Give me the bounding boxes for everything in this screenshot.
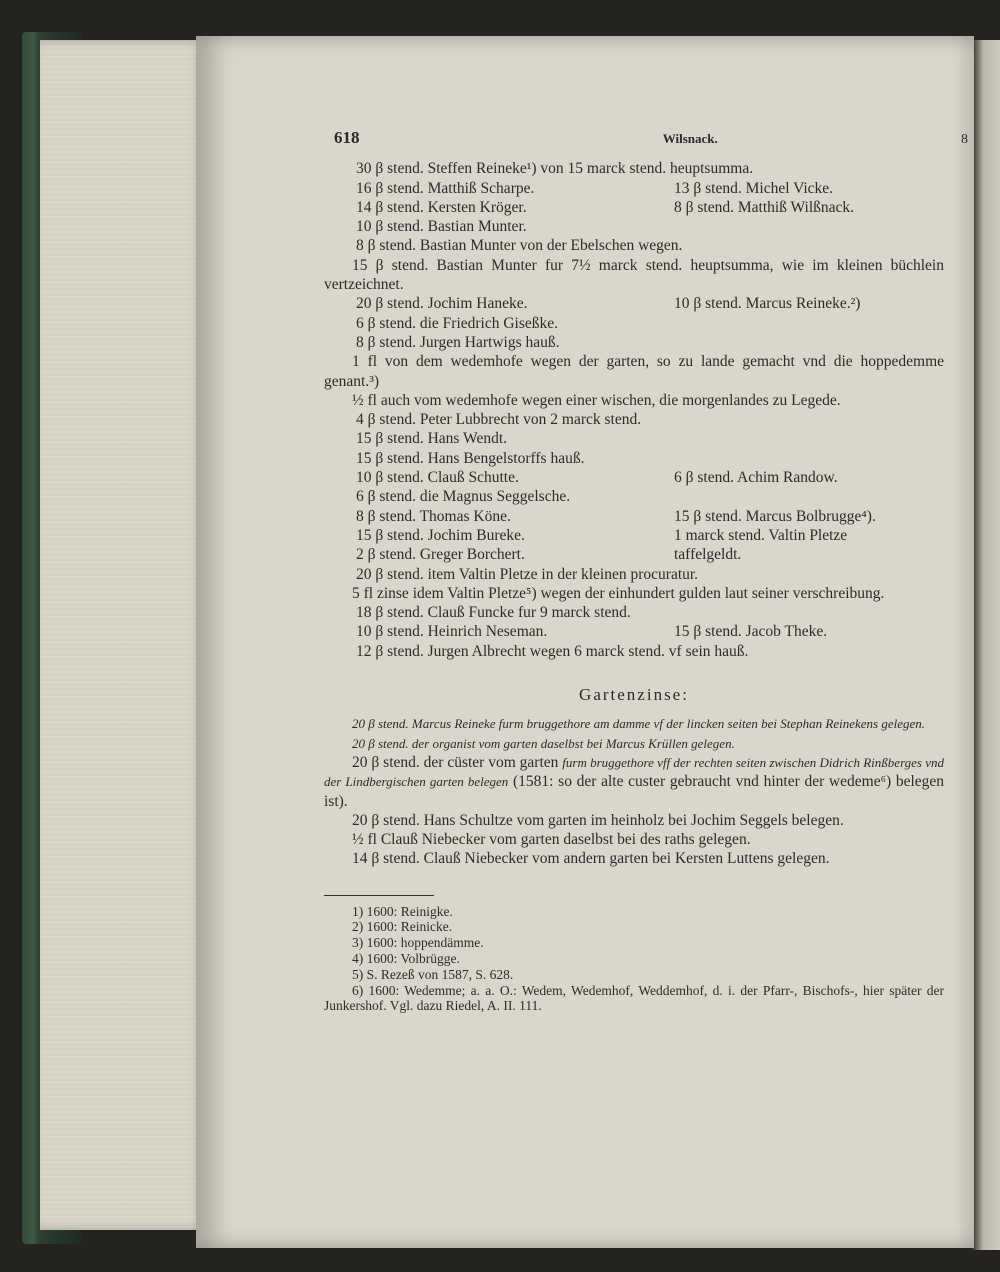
running-title: Wilsnack. [662,131,718,146]
italic-paragraph: 20 β stend. Marcus Reineke furm bruggethore am damme vf der lincken seiten bei Stephan Reinekens gelegen. [352,716,926,732]
book-page [196,36,974,1248]
paragraph: 14 β stend. Clauß Niebecker vom andern garten bei Kersten Luttens gelegen. [352,850,830,868]
entry-line: 20 β stend. item Valtin Pletze in der kleinen procuratur. [356,565,699,583]
footnote: 2) 1600: Reinicke. [352,919,453,935]
entry-line: 6 β stend. die Friedrich Giseßke. [356,314,559,332]
entry-line: 20 β stend. Jochim Haneke. 10 β stend. Marcus Reineke.²) [356,295,861,313]
entry-line: 14 β stend. Kersten Kröger. 8 β stend. Matthiß Wilßnack. [356,198,855,216]
entry-line: 8 β stend. Thomas Köne. 15 β stend. Marcus Bolbrugge⁴). [356,507,876,525]
entry-line: 6 β stend. die Magnus Seggelsche. [356,488,571,506]
paragraph: 5 fl zinse idem Valtin Pletze⁵) wegen der einhundert gulden laut seiner verschreibung. [352,584,885,602]
italic-paragraph: 20 β stend. der organist vom garten daselbst bei Marcus Krüllen gelegen. [352,735,735,751]
footnote-divider [324,895,434,896]
entry-line: 30 β stend. Steffen Reineke¹) von 15 marck stend. heuptsumma. [356,160,754,178]
paragraph: 1 fl von dem wedemhofe wegen der garten, so zu lande gemacht vnd die hoppedemme genant.³) [324,353,944,390]
entry-line: 18 β stend. Clauß Funcke fur 9 marck stend. [356,604,631,622]
paragraph: 20 β stend. Hans Schultze vom garten im heinholz bei Jochim Seggels belegen. [352,811,844,829]
entry-line: 10 β stend. Bastian Munter. [356,218,527,236]
footnote: 1) 1600: Reinigke. [352,903,453,919]
entry-list-2 [324,294,944,352]
facing-page-edge [972,40,1000,1250]
footnote: 6) 1600: Wedemme; a. a. O.: Wedem, Wedemhof, Weddemhof, d. i. der Pfarr-, Bischofs-, hier später der Junkershof. Vgl. dazu Riedel, A. II. 111. [324,982,944,1014]
entry-line: 15 β stend. Hans Wendt. [356,430,508,448]
entry-line: 15 β stend. Jochim Bureke. 1 marck stend. Valtin Pletze [356,526,848,544]
entry-line: 8 β stend. Jurgen Hartwigs hauß. [356,333,560,351]
paragraph: 20 β stend. der cüster vom garten furm bruggethore vff der rechten seiten zwischen Didrich Rinßberges vnd der Lindbergischen garten belegen (1581: so der alte custer gebraucht vnd hinter der wedeme⁶) belegen ist). [324,753,945,810]
page-number: 618 [334,128,360,147]
entry-line: 10 β stend. Clauß Schutte. 6 β stend. Achim Randow. [356,469,838,487]
page-content [324,128,968,1014]
paragraph: 15 β stend. Bastian Munter fur 7½ marck stend. heuptsumma, wie im kleinen büchlein vertzeichnet. [324,256,944,294]
footnote: 5) S. Rezeß von 1587, S. 628. [352,966,514,982]
entry-list-1 [324,159,944,255]
entry-line: 12 β stend. Jurgen Albrecht wegen 6 marck stend. vf sein hauß. [356,642,749,660]
page-stack [40,40,205,1230]
entry-line: 4 β stend. Peter Lubbrecht von 2 marck stend. [356,411,642,429]
entry-list-3 [324,410,944,584]
paragraph: ½ fl Clauß Niebecker vom garten daselbst bei des raths gelegen. [352,831,751,849]
entry-list-4 [324,603,944,661]
paragraph: ½ fl auch vom wedemhofe wegen einer wischen, die morgenlandes zu Legede. [352,391,841,409]
footnote: 4) 1600: Volbrügge. [352,951,460,967]
section-title: Gartenzinse: [579,685,689,705]
footnote: 3) 1600: hoppendämme. [352,935,484,951]
footnotes [324,904,944,1015]
page-header [324,128,968,149]
entry-line: 10 β stend. Heinrich Neseman. 15 β stend. Jacob Theke. [356,623,828,641]
entry-line: 15 β stend. Hans Bengelstorffs hauß. [356,449,585,467]
entry-line: 2 β stend. Greger Borchert. taffelgeldt. [356,546,742,564]
entry-line: 8 β stend. Bastian Munter von der Ebelschen wegen. [356,237,683,255]
entry-line: 16 β stend. Matthiß Scharpe. 13 β stend. Michel Vicke. [356,179,834,197]
page-mark: 8 [961,132,968,147]
